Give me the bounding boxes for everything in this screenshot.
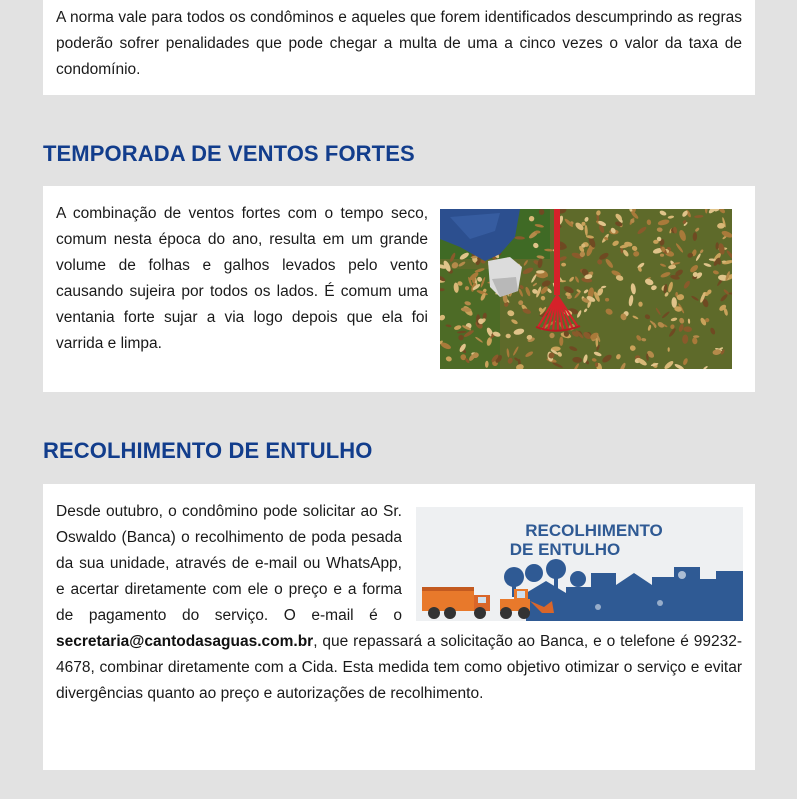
banner-line2: DE ENTULHO	[509, 540, 621, 559]
norma-card	[43, 0, 755, 95]
entulho-heading: RECOLHIMENTO DE ENTULHO	[43, 438, 373, 463]
entulho-text-part1: Desde outubro, o condômino pode solicitar ao Sr. Oswaldo (Banca) o recolhimento de poda pesada da sua unidade, através de e-mail ou WhatsApp, e acertar diretamente com ele o preço e a forma de pagamento do serviço. O e-mail é o	[56, 503, 402, 624]
ventos-fortes-card	[43, 186, 755, 392]
ventos-fortes-heading: TEMPORADA DE VENTOS FORTES	[43, 141, 415, 166]
raking-leaves-image	[440, 209, 732, 369]
norma-paragraph: A norma vale para todos os condôminos e aqueles que forem identificados descumprindo as regras poderão sofrer penalidades que pode chegar a multa de uma a cinco vezes o valor da taxa de condomínio.	[56, 9, 742, 78]
leaf	[668, 347, 670, 352]
entulho-card	[43, 484, 755, 770]
entulho-text-part2: , que repassará a solicitação ao Banca, e o telefone é 99232-4678, combinar diretamente com a Cida. Esta medida tem como objetivo otimizar o serviço e evitar divergências quanto ao preço e autorizações de recolhimento.	[56, 633, 742, 702]
recolhimento-entulho-banner	[416, 507, 743, 621]
banner-line1: RECOLHIMENTO	[525, 521, 663, 540]
contact-email: secretaria@cantodasaguas.com.br	[56, 633, 314, 650]
ventos-fortes-paragraph: A combinação de ventos fortes com o tempo seco, comum nesta época do ano, resulta em um grande volume de folhas e galhos levados pelo vento causando sujeira por todos os lados. É comum uma ventania forte sujar a via logo depois que ela foi varrida e limpa.	[56, 205, 428, 352]
